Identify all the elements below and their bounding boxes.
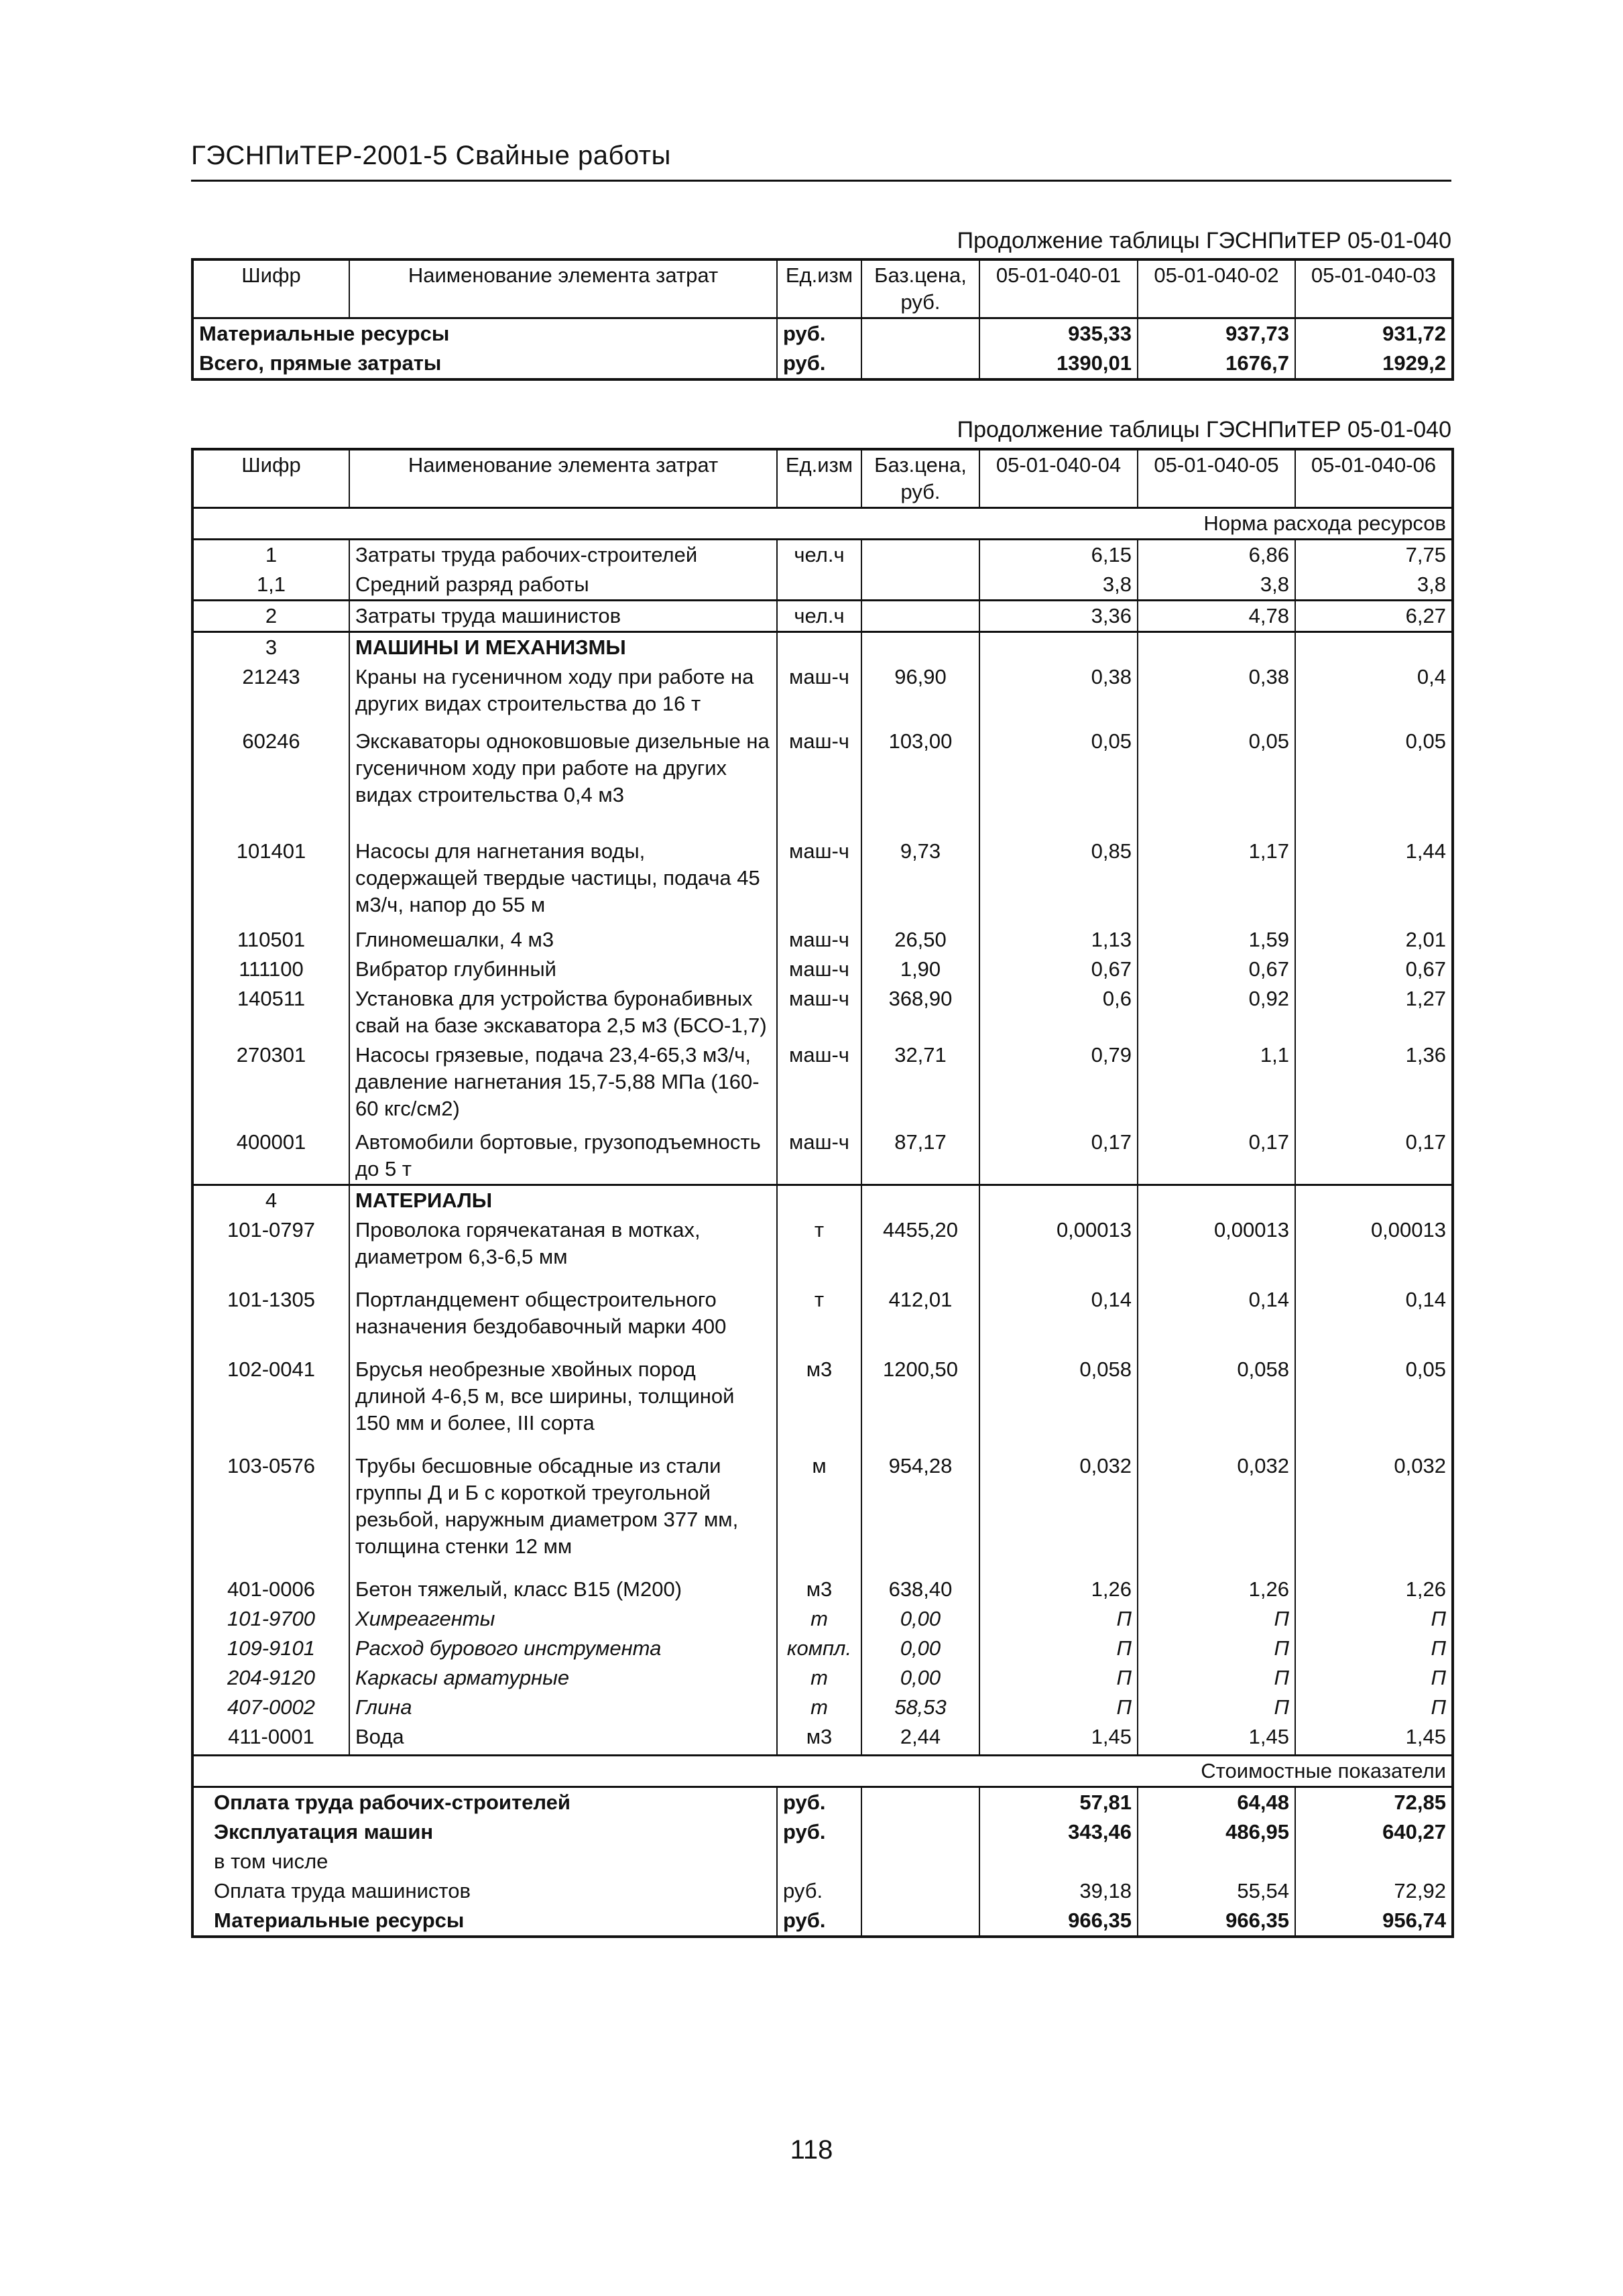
section-title: МАТЕРИАЛЫ	[349, 1185, 777, 1216]
row-price	[861, 570, 979, 601]
table-row	[192, 1634, 1453, 1663]
cost-label: Стоимостные показатели	[192, 1756, 1453, 1787]
row-value-1: 0,05	[979, 727, 1138, 837]
row-value-1: 1390,01	[979, 349, 1138, 379]
row-name: Каркасы арматурные	[349, 1663, 777, 1693]
row-value-2: 64,48	[1138, 1787, 1295, 1818]
row-price	[861, 1876, 979, 1906]
row-price	[861, 1906, 979, 1937]
row-code: 407-0002	[227, 1695, 315, 1719]
row-value-3: 0,032	[1394, 1454, 1446, 1477]
row-price: 32,71	[861, 1040, 979, 1128]
row-code: 101-0797	[227, 1218, 315, 1242]
row-value-1: 0,00013	[979, 1215, 1138, 1285]
table-row	[192, 570, 1453, 601]
row-value-2: 6,86	[1138, 540, 1295, 570]
row-unit: чел.ч	[777, 540, 861, 570]
row-price: 103,00	[861, 727, 979, 837]
table-row	[192, 662, 1453, 727]
table-row	[192, 837, 1453, 925]
row-value-3: 0,14	[1405, 1288, 1446, 1311]
row-name: Расход бурового инструмента	[349, 1634, 777, 1663]
table-row	[192, 1215, 1453, 1285]
row-value-2: 1,17	[1138, 837, 1295, 925]
row-code: 1	[265, 543, 278, 566]
row-unit: маш-ч	[777, 727, 861, 837]
col-header-code: Шифр	[192, 259, 349, 318]
col-header-rate-2: 05-01-040-02	[1138, 259, 1295, 318]
col-header-name: Наименование элемента затрат	[349, 449, 777, 508]
row-unit: м3	[777, 1722, 861, 1756]
page-header-title: ГЭСНПиТЕР-2001-5 Свайные работы	[191, 141, 671, 170]
row-value-3: 0,4	[1417, 665, 1446, 688]
row-name: Вибратор глубинный	[349, 955, 777, 984]
row-value-2: 937,73	[1138, 318, 1295, 349]
row-unit	[777, 1847, 861, 1876]
row-unit: руб.	[777, 1876, 861, 1906]
row-value-2: 0,67	[1138, 955, 1295, 984]
row-name: Установка для устройства буронабивных свай на базе экскаватора 2,5 м3 (БСО-1,7)	[349, 984, 777, 1040]
row-unit: м3	[777, 1355, 861, 1451]
row-unit: руб.	[777, 1906, 861, 1937]
row-code: 21243	[242, 665, 300, 688]
col-header-unit: Ед.изм	[777, 449, 861, 508]
row-value-1: 39,18	[979, 1876, 1138, 1906]
table-row	[192, 349, 1453, 379]
row-value-1: 0,79	[979, 1040, 1138, 1128]
row-value-2: 0,38	[1138, 662, 1295, 727]
row-name: Эксплуатация машин	[192, 1817, 777, 1847]
col-header-code: Шифр	[192, 449, 349, 508]
row-unit: компл.	[777, 1634, 861, 1663]
row-value-2: П	[1138, 1634, 1295, 1663]
table-row	[192, 1451, 1453, 1575]
row-name: Экскаваторы одноковшовые дизельные на гусеничном ходу при работе на других видах строительства 0,4 м3	[349, 727, 777, 837]
table-row	[192, 727, 1453, 837]
row-value-3: 3,8	[1417, 572, 1446, 596]
row-price: 58,53	[861, 1693, 979, 1722]
row-price: 87,17	[861, 1128, 979, 1185]
row-value-2: 4,78	[1138, 601, 1295, 632]
row-value-1: 1,45	[979, 1722, 1138, 1756]
col-header-unit: Ед.изм	[777, 259, 861, 318]
row-unit: руб.	[777, 1817, 861, 1847]
row-value-3: 1,45	[1405, 1725, 1446, 1748]
row-value-3: 7,75	[1405, 543, 1446, 566]
row-value-1: 0,17	[979, 1128, 1138, 1185]
row-price: 1200,50	[861, 1355, 979, 1451]
row-name: Насосы для нагнетания воды, содержащей твердые частицы, подача 45 м3/ч, напор до 55 м	[349, 837, 777, 925]
section-title: МАШИНЫ И МЕХАНИЗМЫ	[349, 632, 777, 663]
row-value-3: П	[1431, 1666, 1446, 1689]
row-price: 0,00	[861, 1634, 979, 1663]
row-unit: руб.	[777, 1787, 861, 1818]
row-value-3: П	[1431, 1695, 1446, 1719]
table-row	[192, 1355, 1453, 1451]
row-value-1: П	[979, 1663, 1138, 1693]
row-name: Глина	[349, 1693, 777, 1722]
row-name: Всего, прямые затраты	[192, 349, 777, 379]
row-price	[861, 601, 979, 632]
table2-header-row	[192, 449, 1453, 508]
col-header-price: Баз.цена, руб.	[861, 259, 979, 318]
row-value-1: 3,8	[979, 570, 1138, 601]
col-header-rate-5: 05-01-040-05	[1138, 449, 1295, 508]
row-unit: т	[777, 1604, 861, 1634]
row-unit: руб.	[777, 349, 861, 379]
table-row	[192, 1604, 1453, 1634]
row-unit: т	[777, 1663, 861, 1693]
row-value-1: 0,14	[979, 1285, 1138, 1355]
row-value-1: 1,26	[979, 1575, 1138, 1604]
row-value-3: 931,72	[1295, 318, 1453, 349]
row-name: Бетон тяжелый, класс В15 (М200)	[349, 1575, 777, 1604]
row-name: Химреагенты	[349, 1604, 777, 1634]
row-value-1: 57,81	[979, 1787, 1138, 1818]
row-price: 2,44	[861, 1722, 979, 1756]
row-price	[861, 540, 979, 570]
row-name: Глиномешалки, 4 м3	[349, 925, 777, 955]
row-value-3: 1,36	[1405, 1043, 1446, 1067]
table-row	[192, 955, 1453, 984]
row-name: Оплата труда машинистов	[192, 1876, 777, 1906]
col-header-rate-4: 05-01-040-04	[979, 449, 1138, 508]
table-row	[192, 1575, 1453, 1604]
row-name: Средний разряд работы	[349, 570, 777, 601]
table-row	[192, 540, 1453, 570]
header-rule	[191, 180, 1451, 182]
col-header-rate-3: 05-01-040-03	[1295, 259, 1453, 318]
row-price: 9,73	[861, 837, 979, 925]
row-unit: м3	[777, 1575, 861, 1604]
row-code: 60246	[242, 729, 300, 753]
row-value-2: 0,17	[1138, 1128, 1295, 1185]
row-code: 111100	[239, 957, 304, 981]
row-value-1: П	[979, 1604, 1138, 1634]
row-value-2: 55,54	[1138, 1876, 1295, 1906]
table-row	[192, 1285, 1453, 1355]
row-name: Затраты труда рабочих-строителей	[349, 540, 777, 570]
row-price	[861, 349, 979, 379]
row-code: 204-9120	[227, 1666, 315, 1689]
row-value-1: 0,85	[979, 837, 1138, 925]
row-value-1: 343,46	[979, 1817, 1138, 1847]
row-value-1: П	[979, 1634, 1138, 1663]
row-name: Краны на гусеничном ходу при работе на других видах строительства до 16 т	[349, 662, 777, 727]
row-value-3: П	[1431, 1607, 1446, 1630]
row-value-1	[979, 1847, 1138, 1876]
row-name: в том числе	[192, 1847, 777, 1876]
row-unit: т	[777, 1285, 861, 1355]
row-value-2: 0,14	[1138, 1285, 1295, 1355]
section-row-machines	[192, 632, 1453, 663]
row-value-3: 6,27	[1295, 601, 1453, 632]
row-value-3: 0,05	[1405, 729, 1446, 753]
row-value-2: 1676,7	[1138, 349, 1295, 379]
row-code: 400001	[236, 1130, 306, 1154]
norm-label: Норма расхода ресурсов	[192, 508, 1453, 540]
table1-caption: Продолжение таблицы ГЭСНПиТЕР 05-01-040	[957, 228, 1451, 253]
row-value-1	[979, 1185, 1138, 1216]
row-value-3: 956,74	[1382, 1909, 1446, 1932]
row-code: 411-0001	[228, 1725, 314, 1748]
col-header-rate-6: 05-01-040-06	[1295, 449, 1453, 508]
row-price: 412,01	[861, 1285, 979, 1355]
row-value-2	[1138, 1847, 1295, 1876]
row-price: 954,28	[861, 1451, 979, 1575]
row-name: Брусья необрезные хвойных пород длиной 4-6,5 м, все ширины, толщиной 150 мм и более, III сорта	[349, 1355, 777, 1451]
row-code: 101-9700	[227, 1607, 315, 1630]
row-value-3: 72,85	[1394, 1791, 1446, 1814]
row-code: 101401	[236, 839, 306, 863]
row-price	[861, 1817, 979, 1847]
table-row	[192, 984, 1453, 1040]
row-code: 401-0006	[227, 1577, 315, 1601]
row-code: 2	[192, 601, 349, 632]
row-value-2: 486,95	[1138, 1817, 1295, 1847]
row-name: Оплата труда рабочих-строителей	[192, 1787, 777, 1818]
row-value-2: 1,1	[1138, 1040, 1295, 1128]
row-value-1: 0,67	[979, 955, 1138, 984]
row-value-2: П	[1138, 1604, 1295, 1634]
row-unit: м	[777, 1451, 861, 1575]
cost-header-row	[192, 1756, 1453, 1787]
cost-row	[192, 1817, 1453, 1847]
row-value-1: 0,032	[979, 1451, 1138, 1575]
row-name: Проволока горячекатаная в мотках, диаметром 6,3-6,5 мм	[349, 1215, 777, 1285]
table2-caption: Продолжение таблицы ГЭСНПиТЕР 05-01-040	[957, 417, 1451, 442]
table-row	[192, 318, 1453, 349]
row-price: 638,40	[861, 1575, 979, 1604]
cost-row	[192, 1847, 1453, 1876]
row-price: 26,50	[861, 925, 979, 955]
cost-row	[192, 1906, 1453, 1937]
row-unit: маш-ч	[777, 1128, 861, 1185]
row-value-2: 0,058	[1138, 1355, 1295, 1451]
row-value-3: 1929,2	[1382, 351, 1446, 375]
row-unit: т	[777, 1215, 861, 1285]
row-value-2: П	[1138, 1693, 1295, 1722]
row-name: Портландцемент общестроительного назначения бездобавочный марки 400	[349, 1285, 777, 1355]
row-unit	[777, 1185, 861, 1216]
row-name: Затраты труда машинистов	[349, 601, 777, 632]
row-value-3: 1,44	[1405, 839, 1446, 863]
cost-row	[192, 1876, 1453, 1906]
row-value-1: 0,38	[979, 662, 1138, 727]
row-value-2: 966,35	[1138, 1906, 1295, 1937]
row-code: 101-1305	[227, 1288, 315, 1311]
table2-resources	[191, 448, 1454, 1938]
row-price: 0,00	[861, 1663, 979, 1693]
row-price: 1,90	[861, 955, 979, 984]
cost-row	[192, 1787, 1453, 1818]
row-value-3: 0,67	[1405, 957, 1446, 981]
row-unit: маш-ч	[777, 984, 861, 1040]
row-code: 140511	[237, 987, 306, 1010]
row-value-1: П	[979, 1693, 1138, 1722]
row-value-2: П	[1138, 1663, 1295, 1693]
table-row	[192, 1128, 1453, 1185]
row-value-1	[979, 632, 1138, 663]
row-value-3: 1,27	[1405, 987, 1446, 1010]
page-number: 118	[790, 2135, 833, 2165]
row-value-1: 1,13	[979, 925, 1138, 955]
row-code: 102-0041	[227, 1357, 315, 1381]
col-header-price: Баз.цена, руб.	[861, 449, 979, 508]
row-code: 103-0576	[227, 1454, 315, 1477]
row-code: 110501	[237, 928, 306, 951]
table-row	[192, 1722, 1453, 1756]
col-header-rate-1: 05-01-040-01	[979, 259, 1138, 318]
row-name: Вода	[349, 1722, 777, 1756]
row-unit: маш-ч	[777, 1040, 861, 1128]
table1-header-row	[192, 259, 1453, 318]
row-value-2: 1,26	[1138, 1575, 1295, 1604]
row-code: 270301	[236, 1043, 306, 1067]
row-value-3: 0,17	[1405, 1130, 1446, 1154]
row-value-3	[1295, 1847, 1453, 1876]
row-price	[861, 632, 979, 663]
row-value-3: 72,92	[1394, 1879, 1446, 1902]
row-value-2: 1,59	[1138, 925, 1295, 955]
row-value-3	[1295, 1185, 1453, 1216]
row-value-2: 0,05	[1138, 727, 1295, 837]
row-value-1: 6,15	[979, 540, 1138, 570]
row-name: Материальные ресурсы	[192, 1906, 777, 1937]
table1-summary	[191, 258, 1454, 381]
row-value-1: 0,6	[979, 984, 1138, 1040]
table-row	[192, 925, 1453, 955]
row-value-1: 966,35	[979, 1906, 1138, 1937]
row-value-3: 2,01	[1405, 928, 1446, 951]
row-unit: маш-ч	[777, 837, 861, 925]
row-unit: маш-ч	[777, 925, 861, 955]
row-value-1: 935,33	[979, 318, 1138, 349]
row-value-2: 1,45	[1138, 1722, 1295, 1756]
row-value-2: 0,00013	[1138, 1215, 1295, 1285]
section-code: 3	[192, 632, 349, 663]
row-unit: чел.ч	[777, 601, 861, 632]
row-unit	[777, 632, 861, 663]
row-unit	[777, 570, 861, 601]
col-header-name: Наименование элемента затрат	[349, 259, 777, 318]
row-value-3: 1,26	[1405, 1577, 1446, 1601]
row-value-3: П	[1431, 1636, 1446, 1660]
row-value-3: 640,27	[1382, 1820, 1446, 1844]
row-name: Насосы грязевые, подача 23,4-65,3 м3/ч, давление нагнетания 15,7-5,88 МПа (160-60 кгс/см2)	[349, 1040, 777, 1128]
row-price	[861, 1185, 979, 1216]
row-price: 0,00	[861, 1604, 979, 1634]
row-value-2	[1138, 1185, 1295, 1216]
row-unit: руб.	[777, 318, 861, 349]
norm-header-row	[192, 508, 1453, 540]
row-value-2: 3,8	[1138, 570, 1295, 601]
row-value-3: 0,05	[1405, 1357, 1446, 1381]
row-value-1: 3,36	[979, 601, 1138, 632]
section-code: 4	[192, 1185, 349, 1216]
row-value-3	[1295, 632, 1453, 663]
row-unit: т	[777, 1693, 861, 1722]
row-value-2: 0,032	[1138, 1451, 1295, 1575]
table-row	[192, 601, 1453, 632]
row-code: 109-9101	[227, 1636, 315, 1660]
row-price	[861, 318, 979, 349]
section-row-materials	[192, 1185, 1453, 1216]
row-code: 1,1	[256, 572, 286, 596]
row-price: 4455,20	[861, 1215, 979, 1285]
table-row	[192, 1040, 1453, 1128]
table-row	[192, 1693, 1453, 1722]
table-row	[192, 1663, 1453, 1693]
row-price	[861, 1847, 979, 1876]
row-value-3: 0,00013	[1370, 1218, 1446, 1242]
row-value-2	[1138, 632, 1295, 663]
row-unit: маш-ч	[777, 662, 861, 727]
row-name: Материальные ресурсы	[192, 318, 777, 349]
row-value-2: 0,92	[1138, 984, 1295, 1040]
row-value-1: 0,058	[979, 1355, 1138, 1451]
row-name: Автомобили бортовые, грузоподъемность до 5 т	[349, 1128, 777, 1185]
row-name: Трубы бесшовные обсадные из стали группы Д и Б с короткой треугольной резьбой, наружным диаметром 377 мм, толщина стенки 12 мм	[349, 1451, 777, 1575]
row-price	[861, 1787, 979, 1818]
row-unit: маш-ч	[777, 955, 861, 984]
row-price: 368,90	[861, 984, 979, 1040]
row-price: 96,90	[861, 662, 979, 727]
